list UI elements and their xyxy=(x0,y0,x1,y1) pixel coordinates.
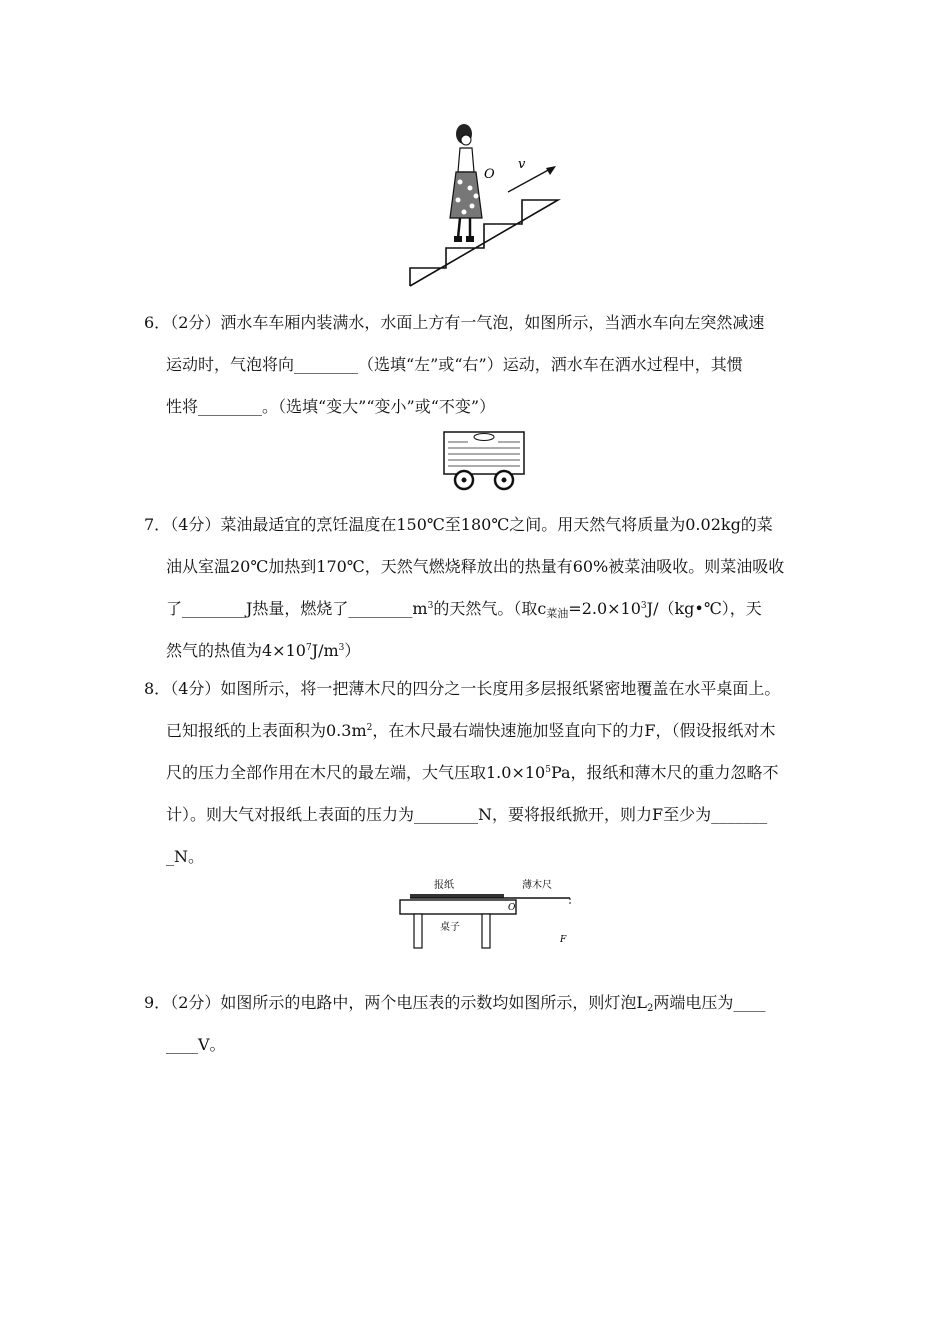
question-8: 8．（4分）如图所示，将一把薄木尺的四分之一长度用多层报纸紧密地覆盖在水平桌面上。 已知报纸的上表面积为$0.3m^2$，在木尺最右端快速施加竖直向下的力F，（假设报纸对木 尺的压力全部作用在木尺的最左端，大气压取$1.0\times 10^5Pa$，报纸和薄木尺的重力忽略不 计）。则大气对报纸上表面的压力为________N，要将报纸掀开，则力F至少为_______ _N。 xyxy=(144,679,781,866)
label-o: O xyxy=(484,167,495,182)
label-table: 桌子 xyxy=(440,922,460,933)
question-number: 7． xyxy=(144,515,171,534)
question-7: 7．（4分）菜油最适宜的烹饪温度在150℃至180℃之间。用天然气将质量为0.02kg的菜 油从室温20℃加热到170℃，天然气燃烧释放出的热量有60%被菜油吸收。则菜油吸收 了________J热量，燃烧了$\_\_\_\_\_\_\_\_m^3$的天然气。（取$c_{菜油}=2.0\times 10^3J/(kg•℃)$，天 然气的热值为$4\times 10^7J/m^3$） xyxy=(144,515,785,660)
question-number: 8． xyxy=(144,679,171,698)
escalator-figure xyxy=(400,120,570,290)
label-ruler: 薄木尺 xyxy=(522,880,552,891)
velocity-arrow-icon xyxy=(508,168,552,192)
stairs-outline xyxy=(410,200,558,286)
label-f: F xyxy=(560,935,567,945)
table-top xyxy=(400,900,516,914)
person-icon xyxy=(450,124,482,242)
label-paper: 报纸 xyxy=(434,880,454,891)
label-v: v xyxy=(518,157,526,172)
water-truck-figure xyxy=(440,428,530,494)
question-number: 9． xyxy=(144,993,171,1012)
table-ruler-figure xyxy=(394,876,584,956)
label-o: O xyxy=(508,903,516,913)
bubble-icon xyxy=(474,434,494,441)
question-number: 6． xyxy=(144,313,171,332)
question-6: 6．（2分）洒水车车厢内装满水，水面上方有一气泡，如图所示，当洒水车向左突然减速 运动时，气泡将向________（选填“左”或“右”）运动，洒水车在洒水过程中，其惯 性将________。（选填“变大”“变小”或“不变”） xyxy=(144,313,765,416)
question-9: 9．（2分）如图所示的电路中，两个电压表的示数均如图所示，则灯泡$L_2$两端电压为____ ____V。 xyxy=(144,993,766,1054)
